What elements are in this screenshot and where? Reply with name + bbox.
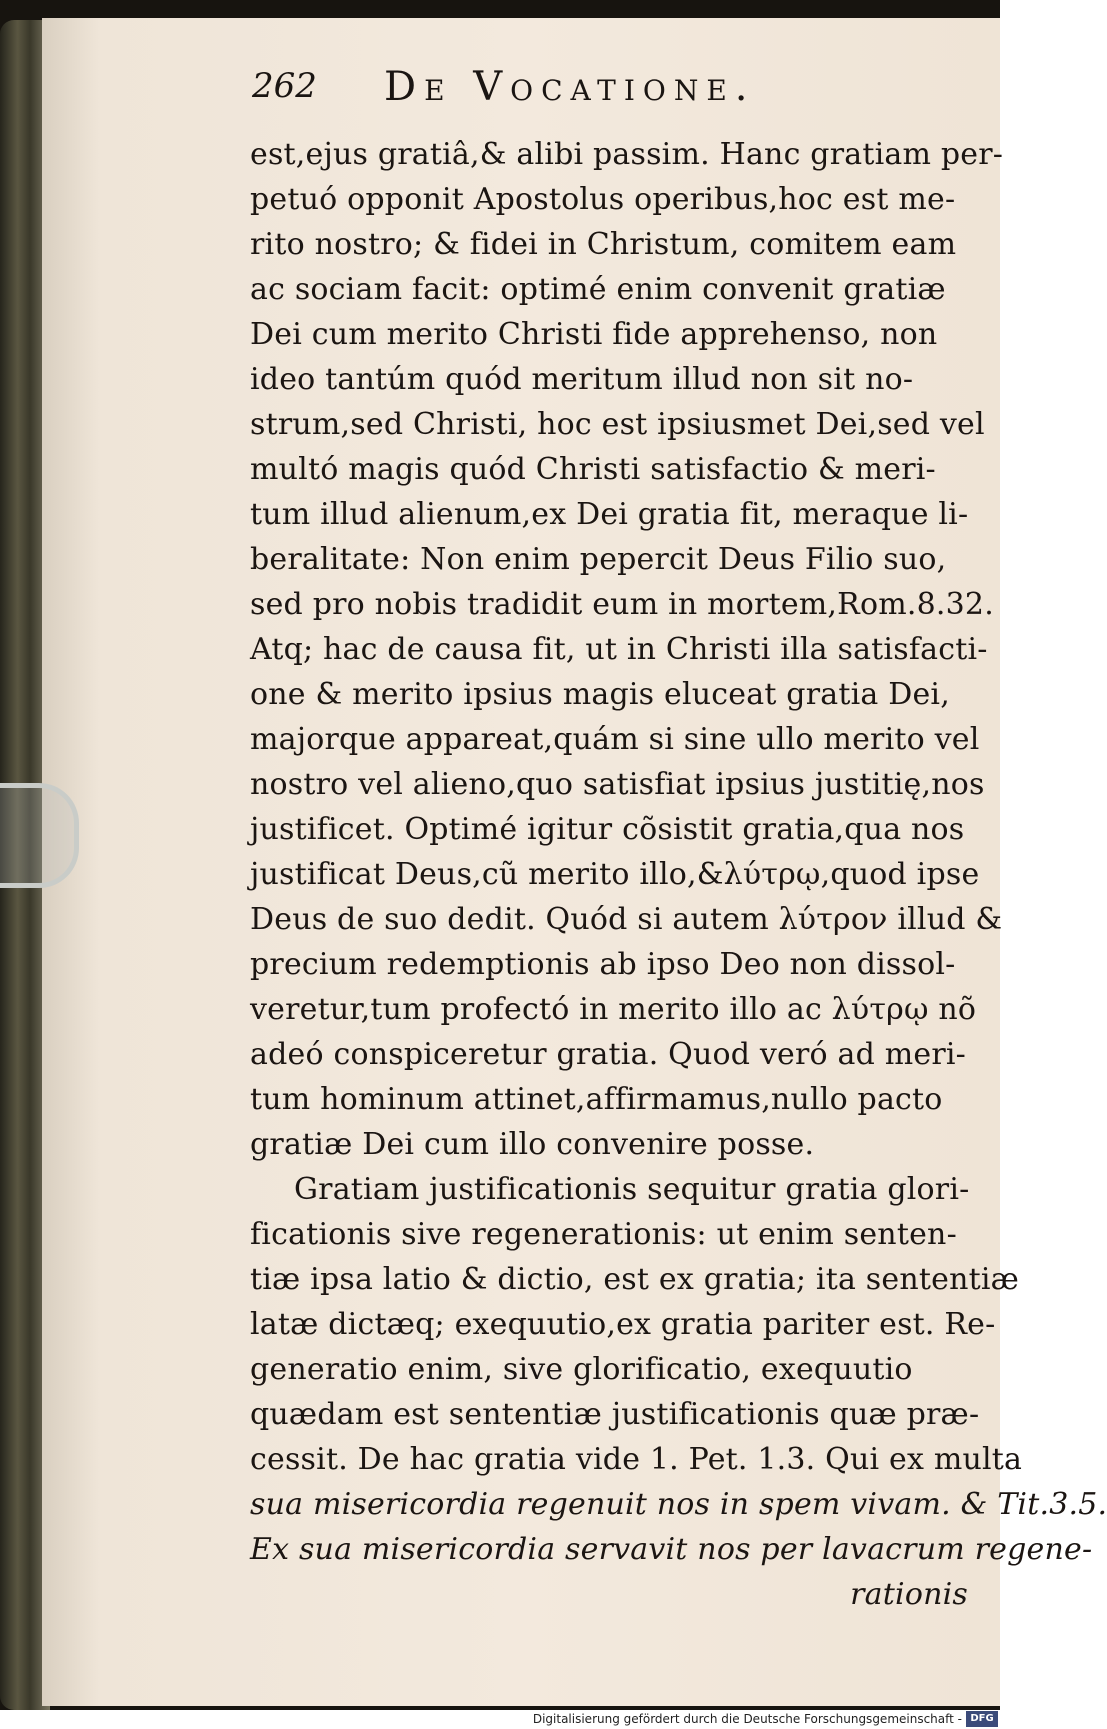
running-head-title: De Vocatione. <box>384 64 756 110</box>
text-line: majorque appareat,quám si sine ullo merito vel <box>250 722 980 757</box>
text-line: Dei cum merito Christi fide apprehenso, non <box>250 317 938 352</box>
italic-quote-line: sua misericordia regenuit nos in spem vivam. & Tit.3.5. <box>250 1487 1107 1522</box>
text-line: nostro vel alieno,quo satisfiat ipsius justitię,nos <box>250 767 985 802</box>
catchword: rationis <box>850 1577 968 1612</box>
text-line: gratiæ Dei cum illo convenire posse. <box>250 1127 815 1162</box>
italic-quote-line: Ex sua misericordia servavit nos per lavacrum regene- <box>250 1532 1093 1567</box>
text-line: cessit. De hac gratia vide 1. Pet. 1.3. Qui ex multa <box>250 1442 1023 1477</box>
dfg-logo: DFG <box>966 1711 998 1727</box>
text-line: ideo tantúm quód meritum illud non sit no- <box>250 362 914 397</box>
text-line: justificat Deus,cũ merito illo,&λύτρῳ,quod ipse <box>250 857 980 892</box>
text-line: ficationis sive regenerationis: ut enim senten- <box>250 1217 957 1252</box>
body-text <box>250 132 1107 1617</box>
running-head <box>212 64 972 134</box>
text-line: ac sociam facit: optimé enim convenit gratiæ <box>250 272 946 307</box>
text-line: strum,sed Christi, hoc est ipsiusmet Dei,sed vel <box>250 407 985 442</box>
text-line: multó magis quód Christi satisfactio & meri- <box>250 452 936 487</box>
text-line: tum hominum attinet,affirmamus,nullo pacto <box>250 1082 943 1117</box>
text-line: quædam est sententiæ justificationis quæ præ- <box>250 1397 980 1432</box>
text-line: sed pro nobis tradidit eum in mortem,Rom.8.32. <box>250 587 994 622</box>
text-line: tum illud alienum,ex Dei gratia fit, meraque li- <box>250 497 969 532</box>
paragraph-start-line: Gratiam justificationis sequitur gratia glori- <box>294 1172 970 1207</box>
text-line: generatio enim, sive glorificatio, exequutio <box>250 1352 913 1387</box>
page-clip <box>0 783 79 888</box>
text-line: justificet. Optimé igitur cõsistit gratia,qua nos <box>250 812 965 847</box>
text-line: one & merito ipsius magis eluceat gratia Dei, <box>250 677 950 712</box>
text-line: tiæ ipsa latio & dictio, est ex gratia; ita sententiæ <box>250 1262 1020 1297</box>
text-line: precium redemptionis ab ipso Deo non dissol- <box>250 947 956 982</box>
text-line: petuó opponit Apostolus operibus,hoc est me- <box>250 182 956 217</box>
text-line: rito nostro; & fidei in Christum, comitem eam <box>250 227 957 262</box>
digitization-footer <box>0 1710 1000 1729</box>
text-line: Deus de suo dedit. Quód si autem λύτρον illud & <box>250 902 1003 937</box>
text-line: beralitate: Non enim pepercit Deus Filio suo, <box>250 542 947 577</box>
page-number: 262 <box>252 66 317 106</box>
text-line: Atq; hac de causa fit, ut in Christi illa satisfacti- <box>250 632 988 667</box>
text-line: veretur,tum profectó in merito illo ac λύτρῳ nõ <box>250 992 977 1027</box>
text-line: latæ dictæq; exequutio,ex gratia pariter est. Re- <box>250 1307 996 1342</box>
footer-credit: Digitalisierung gefördert durch die Deutsche Forschungsgemeinschaft - <box>532 1712 962 1726</box>
text-line: adeó conspiceretur gratia. Quod veró ad meri- <box>250 1037 967 1072</box>
text-line: est,ejus gratiâ,& alibi passim. Hanc gratiam per- <box>250 137 1004 172</box>
